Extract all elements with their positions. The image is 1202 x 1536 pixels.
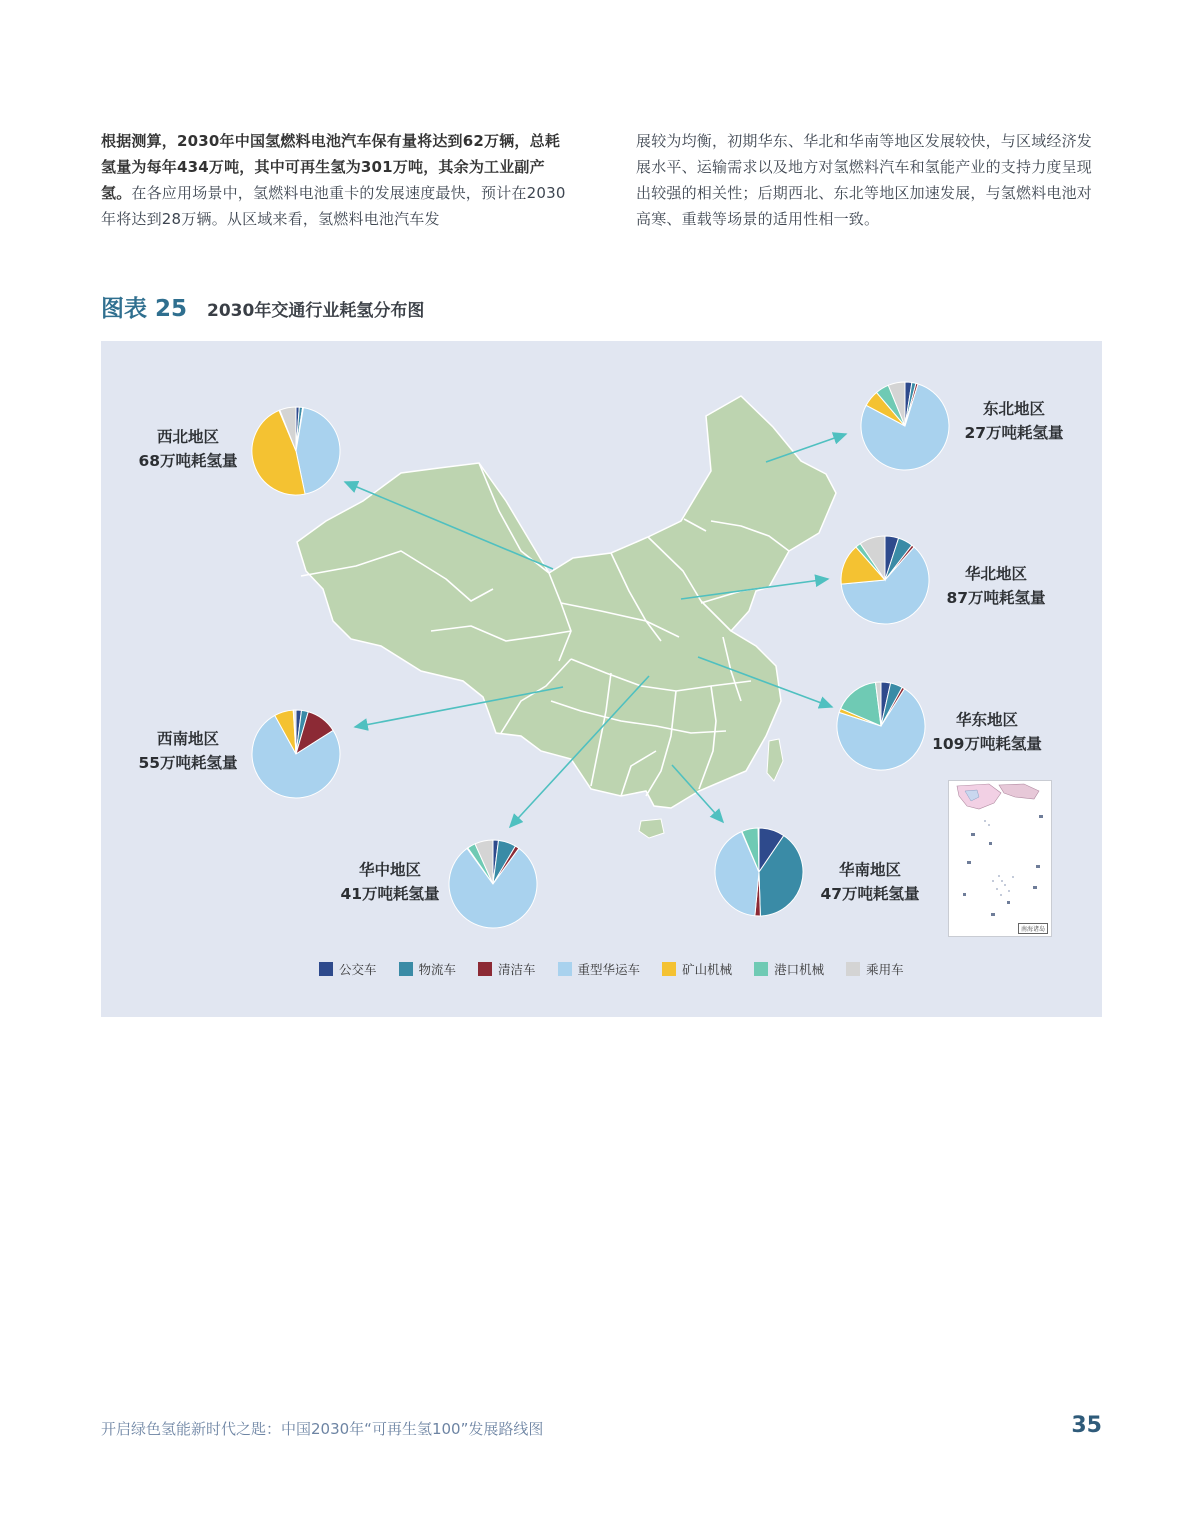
legend-swatch [846,962,860,976]
legend-item-cleaning [478,960,536,978]
legend-item-bus [319,960,377,978]
label-north [931,562,1061,610]
figure-number: 图表 25 [101,296,188,322]
label-south [805,858,935,906]
legend-item-port [754,960,824,978]
legend-swatch [319,962,333,976]
legend-label: 乘用车 [866,962,904,977]
figure-title [101,290,424,324]
legend-swatch [478,962,492,976]
south-china-sea-inset [948,780,1052,937]
chart-panel [101,341,1102,1017]
region-name: 东北地区 [982,400,1045,418]
label-central [325,858,455,906]
label-southwest [123,727,253,775]
legend-item-passenger [846,960,904,978]
region-total: 47万吨耗氢量 [820,885,920,903]
region-total: 68万吨耗氢量 [138,452,238,470]
legend-swatch [662,962,676,976]
region-total: 109万吨耗氢量 [932,735,1042,753]
hainan-island [639,819,664,838]
inset-caption: 南海诸岛 [1018,923,1048,934]
intro-bold-text: 根据测算，2030年中国氢燃料电池汽车保有量将达到62万辆，总耗氢量为每年434万吨，其中可再生氢为301万吨，其余为工业副产氢。 [101,132,561,202]
region-name: 华东地区 [955,711,1018,729]
inset-map [949,781,1053,938]
legend [319,960,926,978]
footer-title: 开启绿色氢能新时代之匙：中国2030年“可再生氢100”发展路线图 [101,1420,544,1438]
region-total: 41万吨耗氢量 [340,885,440,903]
region-total: 55万吨耗氢量 [138,754,238,772]
legend-swatch [754,962,768,976]
intro-normal-text: 在各应用场景中，氢燃料电池重卡的发展速度最快，预计在2030年将达到28万辆。从区域来看，氢燃料电池汽车发 [101,184,566,228]
pie-0 [252,407,340,495]
legend-label: 港口机械 [774,962,825,977]
region-name: 华中地区 [358,861,421,879]
region-name: 华北地区 [964,565,1027,583]
legend-label: 重型华运车 [577,962,641,977]
taiwan-island [767,739,783,781]
label-northeast [949,397,1079,445]
figure-name: 2030年交通行业耗氢分布图 [207,301,425,321]
legend-item-mining [662,960,732,978]
region-total: 27万吨耗氢量 [964,424,1064,442]
label-east [917,708,1057,756]
page-number: 35 [1071,1413,1102,1438]
pie-2 [841,536,929,624]
intro-paragraph-left [101,128,571,232]
legend-swatch [399,962,413,976]
pie-5 [449,840,537,928]
legend-label: 公交车 [339,962,377,977]
legend-item-logistics [399,960,457,978]
pie-3 [252,710,340,798]
region-name: 华南地区 [838,861,901,879]
legend-label: 矿山机械 [682,962,733,977]
region-total: 87万吨耗氢量 [946,589,1046,607]
legend-label: 清洁车 [498,962,536,977]
label-northwest [123,425,253,473]
pie-6 [715,828,803,916]
china-mainland [297,396,836,808]
legend-item-heavy-truck [558,960,641,978]
legend-label: 物流车 [418,962,457,977]
region-name: 西南地区 [156,730,219,748]
pie-1 [861,382,949,470]
pie-4 [837,682,925,770]
region-name: 西北地区 [156,428,219,446]
intro-paragraph-right: 展较为均衡，初期华东、华北和华南等地区发展较快，与区域经济发展水平、运输需求以及地方对氢燃料汽车和氢能产业的支持力度呈现出较强的相关性；后期西北、东北等地区加速发展，与氢燃料电池对高寒、重载等场景的适用性相一致。 [636,132,1093,228]
legend-swatch [558,962,572,976]
